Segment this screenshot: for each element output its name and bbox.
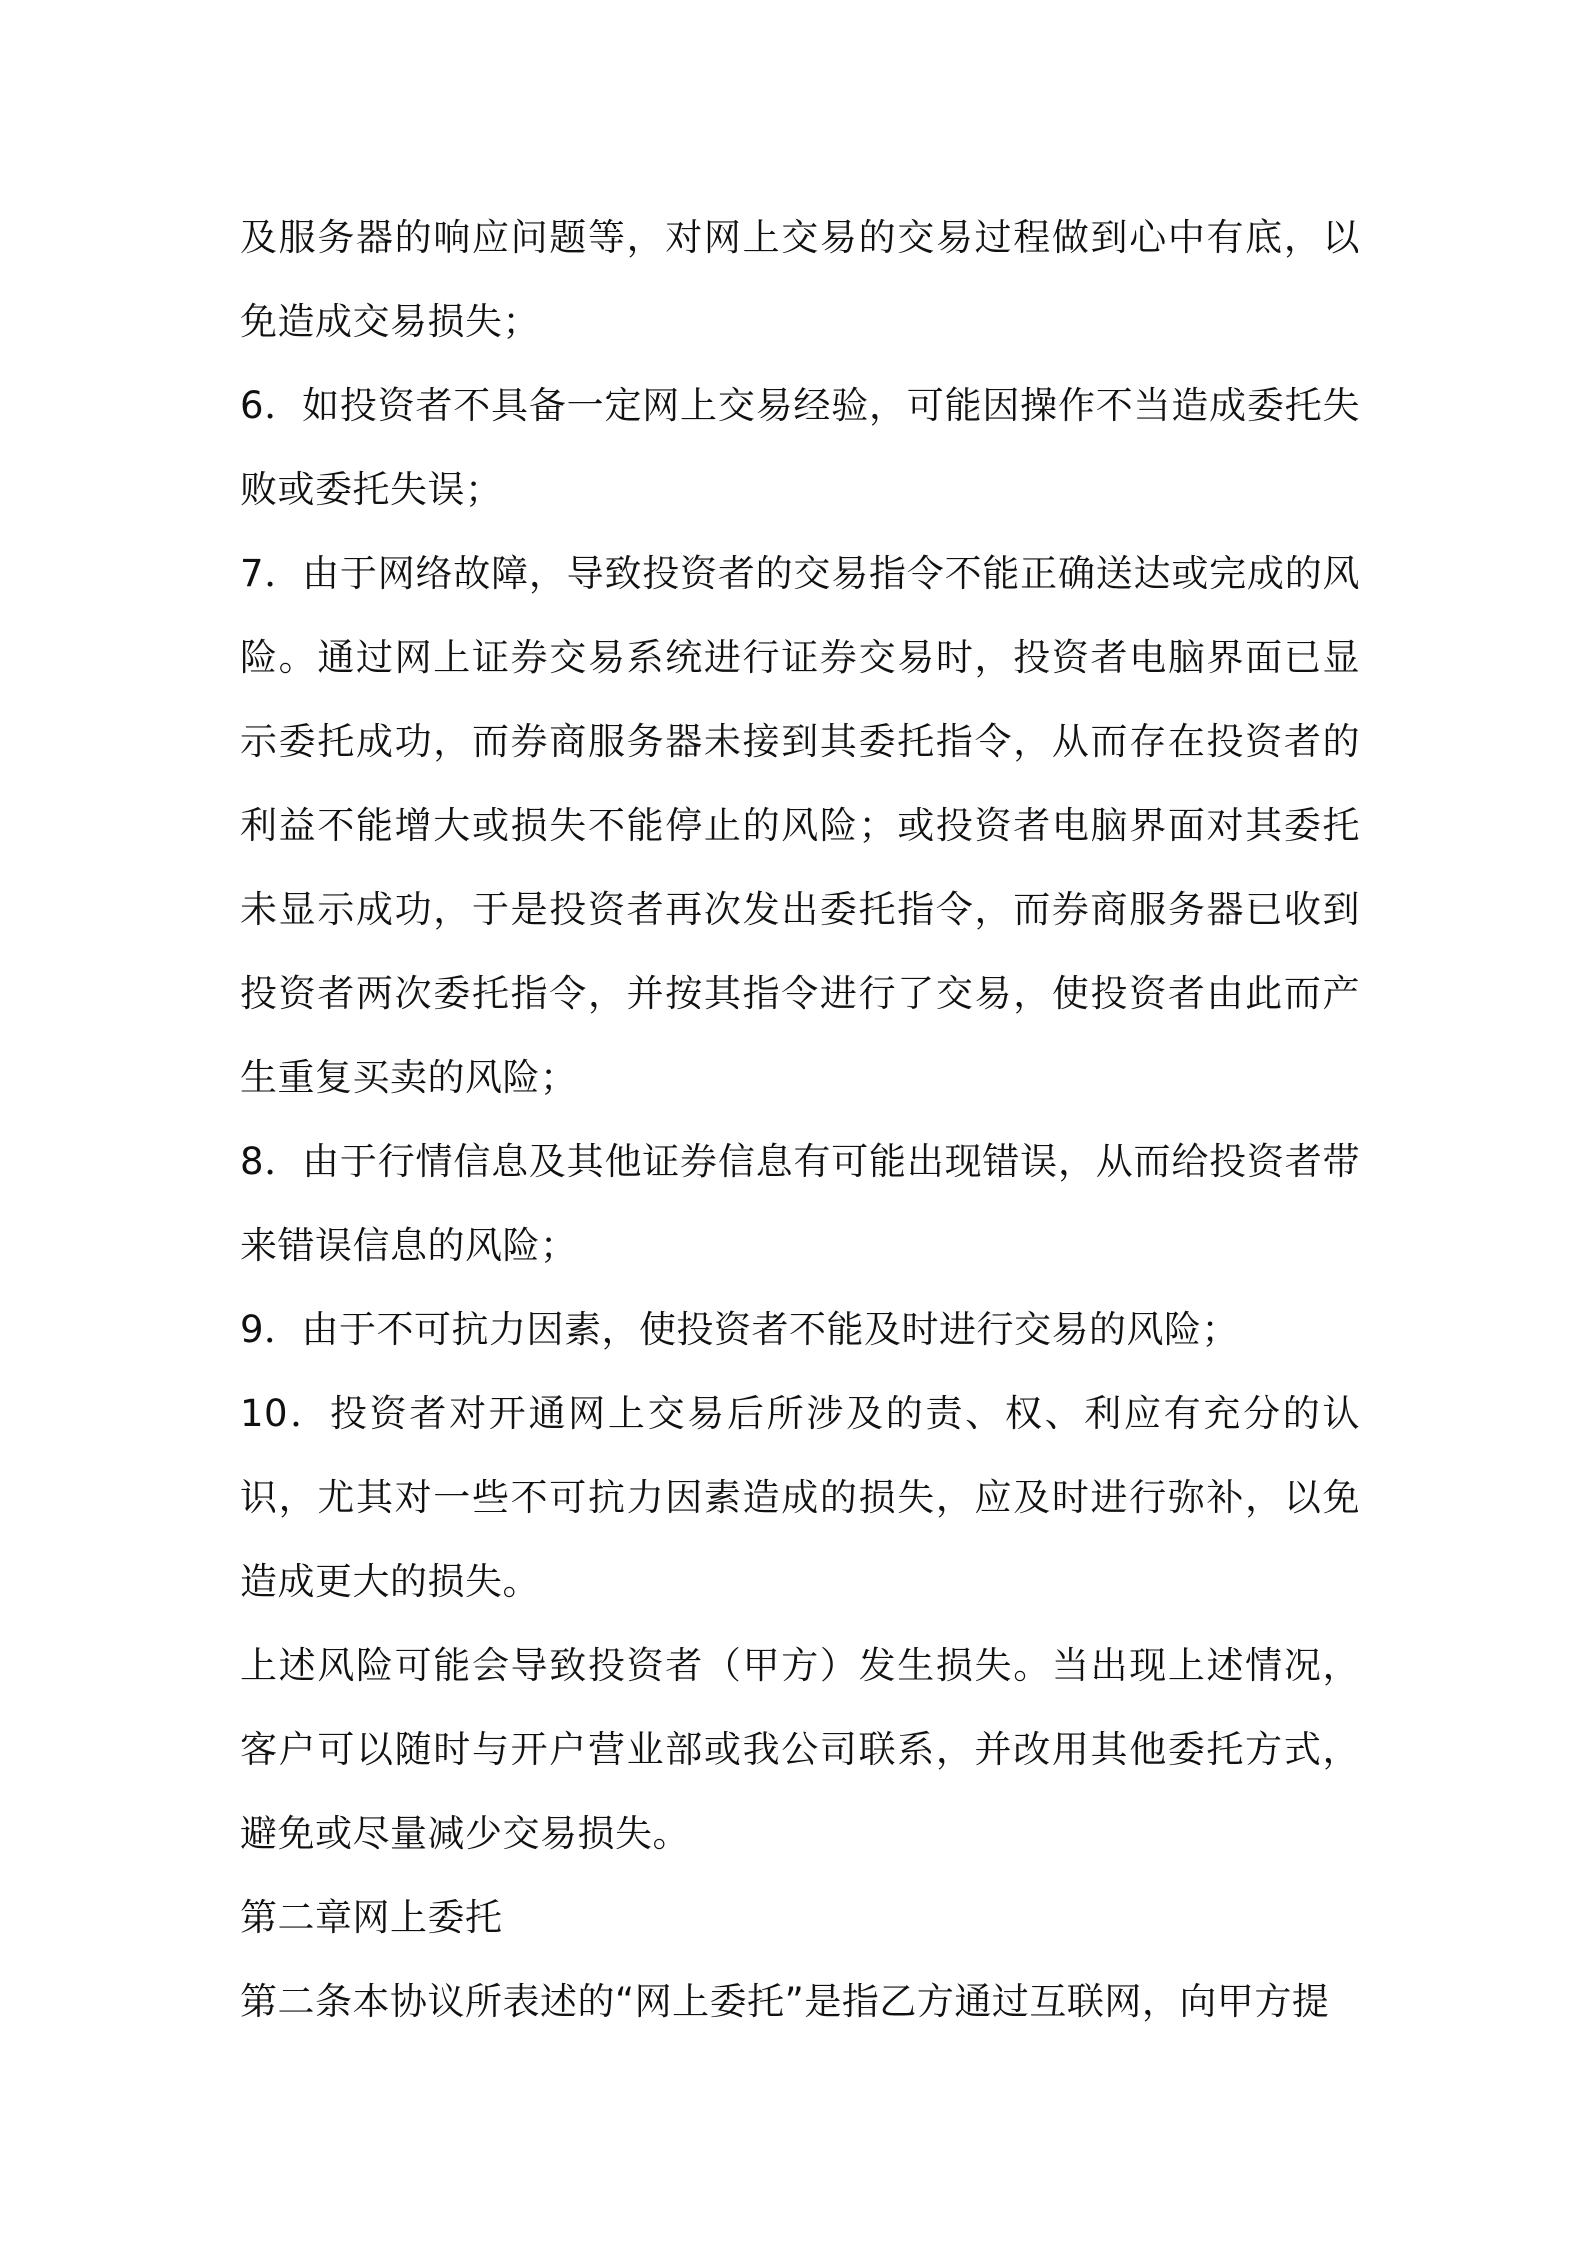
- paragraph-item-6: 6．如投资者不具备一定网上交易经验，可能因操作不当造成委托失败或委托失误；: [240, 384, 1360, 511]
- paragraph-item-8: 8．由于行情信息及其他证券信息有可能出现错误，从而给投资者带来错误信息的风险；: [240, 1140, 1360, 1267]
- chapter-heading: 第二章网上委托: [240, 1896, 503, 1939]
- paragraph-risk-summary: 上述风险可能会导致投资者（甲方）发生损失。当出现上述情况，客户可以随时与开户营业部或我公司联系，并改用其他委托方式，避免或尽量减少交易损失。: [240, 1644, 1360, 1855]
- paragraph-item-7: 7．由于网络故障，导致投资者的交易指令不能正确送达或完成的风险。通过网上证券交易系统进行证券交易时，投资者电脑界面已显示委托成功，而券商服务器未接到其委托指令，从而存在投资者的利益不能增大或损失不能停止的风险；或投资者电脑界面对其委托未显示成功，于是投资者再次发出委托指令，而券商服务器已收到投资者两次委托指令，并按其指令进行了交易，使投资者由此而产生重复买卖的风险；: [240, 552, 1360, 1099]
- paragraph-item-10: 10．投资者对开通网上交易后所涉及的责、权、利应有充分的认识，尤其对一些不可抗力因素造成的损失，应及时进行弥补，以免造成更大的损失。: [240, 1392, 1360, 1603]
- document-body: [240, 196, 1360, 2044]
- paragraph-item-9: 9．由于不可抗力因素，使投资者不能及时进行交易的风险；: [240, 1308, 1240, 1351]
- paragraph-continuation: 及服务器的响应问题等，对网上交易的交易过程做到心中有底，以免造成交易损失；: [240, 216, 1360, 343]
- paragraph-article-2: 第二条本协议所表述的“网上委托”是指乙方通过互联网，向甲方提: [240, 1980, 1330, 2023]
